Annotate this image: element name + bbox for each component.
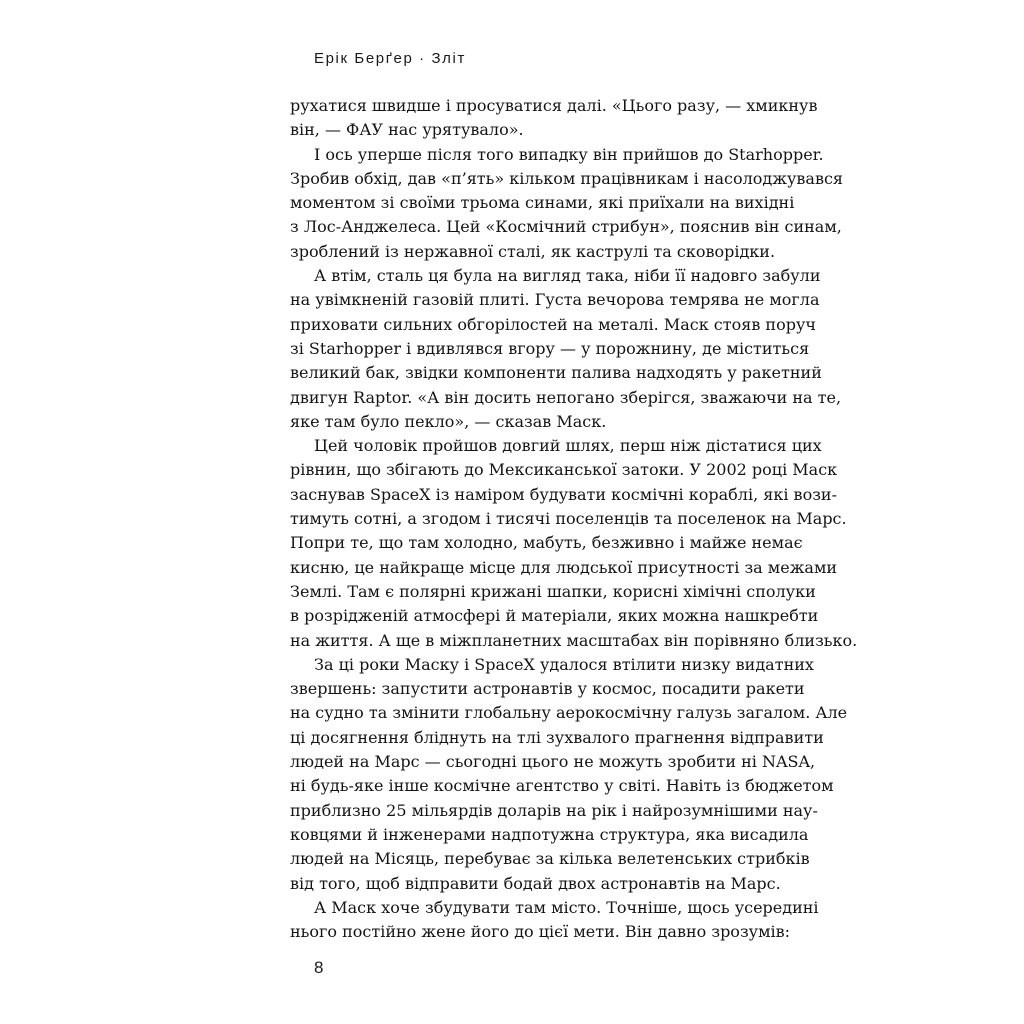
- text-line: А втім, сталь ця була на вигляд така, ніби її надовго забули: [314, 266, 821, 286]
- body-text: [290, 94, 858, 944]
- text-line: зроблений із нержавної сталі, як каструлі та сковорідки.: [290, 241, 776, 261]
- text-line: на життя. А ще в міжпланетних масштабах він порівняно близько.: [290, 630, 858, 650]
- text-line: великий бак, звідки компоненти палива надходять у ракетний: [290, 363, 822, 383]
- text-line: кисню, це найкраще місце для людської присутності за межами: [290, 557, 838, 577]
- text-line: заснував SpaceX із наміром будувати космічні кораблі, які вози-: [290, 484, 837, 504]
- text-line: він, — ФАУ нас урятувало».: [290, 120, 524, 140]
- text-line: приблизно 25 мільярдів доларів на рік і найрозумнішими нау-: [290, 800, 818, 820]
- text-line: А Маск хоче збудувати там місто. Точніше, щось усередині: [314, 897, 819, 917]
- text-line: За ці роки Маску і SpaceX удалося втілити низку видатних: [314, 654, 814, 674]
- text-line: людей на Місяць, перебуває за кілька велетенських стрибків: [290, 849, 810, 869]
- text-line: на увімкненій газовій плиті. Густа вечорова темрява не могла: [290, 290, 820, 310]
- text-line: з Лос-Анджелеса. Цей «Космічний стрибун», пояснив він синам,: [290, 217, 842, 237]
- text-line: зі Starhopper і вдивлявся вгору — у порожнину, де міститься: [290, 338, 810, 358]
- running-header: Ерік Берґер · Зліт: [314, 50, 466, 67]
- text-line: Попри те, що там холодно, мабуть, безживно і майже немає: [290, 533, 803, 553]
- text-line: ні будь-яке інше космічне агентство у світі. Навіть із бюджетом: [290, 776, 834, 796]
- text-line: Зробив обхід, дав «п’ять» кільком працівникам і насолоджувався: [290, 168, 844, 188]
- text-line: нього постійно жене його до цієї мети. Він давно зрозумів:: [290, 922, 791, 942]
- page-number: 8: [314, 958, 324, 977]
- text-line: ковцями й інженерами надпотужна структура, яка висадила: [290, 824, 809, 844]
- text-line: двигун Raptor. «А він досить непогано зберігся, зважаючи на те,: [290, 387, 842, 407]
- text-line: приховати сильних обгорілостей на металі. Маск стояв поруч: [290, 314, 816, 334]
- text-line: моментом зі своїми трьома синами, які приїхали на вихідні: [290, 193, 795, 213]
- text-line: рухатися швидше і просуватися далі. «Цього разу, — хмикнув: [290, 96, 818, 115]
- text-line: яке там було пекло», — сказав Маск.: [290, 411, 607, 431]
- text-line: І ось уперше після того випадку він прийшов до Starhopper.: [314, 144, 824, 164]
- text-line: ці досягнення бліднуть на тлі зухвалого прагнення відправити: [290, 727, 824, 747]
- text-line: тимуть сотні, а згодом і тисячі поселенців та поселенок на Марс.: [290, 509, 847, 529]
- text-line: рівнин, що збігають до Мексиканської затоки. У 2002 році Маск: [290, 460, 838, 480]
- text-line: звершень: запустити астронавтів у космос, посадити ракети: [290, 679, 805, 699]
- text-line: Цей чоловік пройшов довгий шлях, перш ніж дістатися цих: [314, 436, 822, 456]
- text-line: в розрідженій атмосфері й матеріали, яких можна нашкребти: [290, 606, 819, 626]
- text-line: людей на Марс — сьогодні цього не можуть зробити ні NASA,: [290, 752, 816, 772]
- text-line: на судно та змінити глобальну аерокосмічну галузь загалом. Але: [290, 703, 848, 723]
- text-line: Землі. Там є полярні крижані шапки, корисні хімічні сполуки: [290, 581, 816, 601]
- text-line: від того, щоб відправити бодай двох астронавтів на Марс.: [290, 873, 781, 893]
